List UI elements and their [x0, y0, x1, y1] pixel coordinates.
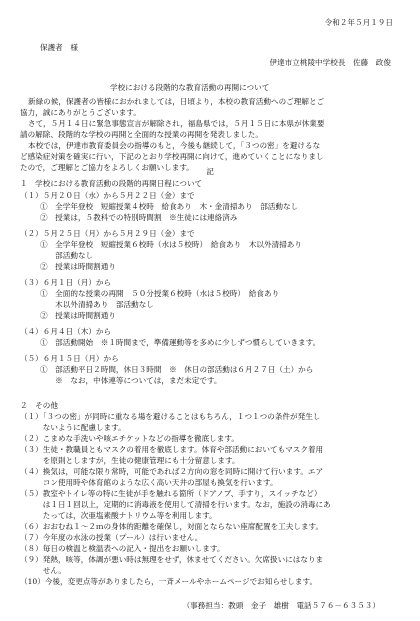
intro-line: 協力，誠にありがとうございます。: [20, 108, 141, 117]
contact-info: （事務担当：教頭 金子 雄樹 電話５７６－６３５３）: [182, 601, 380, 610]
other-line: は１日１回以上，定期的に消毒液を使用して清掃を行います。なお，施設の消毒にあ: [20, 500, 331, 509]
addressee: 保護者 様: [40, 43, 78, 52]
period-line: ① 部活動平日２時間，休日３時間 ※ 休日の部活動は６月２７日（土）から: [40, 365, 314, 374]
intro-line: 新緑の候，保護者の皆様におかれましては，日頃より，本校の教育活動へのご理解とご: [28, 97, 325, 106]
period-line: ② 授業は時間割通り: [40, 262, 116, 271]
other-line: せん。: [20, 566, 67, 575]
other-line: （10）今後，変更点等がありましたら，一斉メールやホームページでお知らせします。: [20, 577, 318, 586]
period-line: 部活動なし: [40, 251, 94, 260]
intro-line: 請の解除、段階的な学校の再開と全面的な授業の再開を発表しました。: [20, 130, 263, 139]
intro-line: たので，ご理解とご協力をよろしくお願いします。: [20, 163, 194, 172]
period-line: ① 全学年登校 短縮授業６校時（水は５校時） 給食あり 木以外清掃あり: [40, 240, 302, 249]
other-line: （４）換気は，可能な限り常時，可能であれば２方向の窓を同時に開けて行います。エア: [20, 467, 324, 476]
period-line: ② 授業は，５教科での特別時間割 ※生徒には連絡済み: [40, 213, 238, 222]
other-line: たっては，次亜塩素酸ナトリウム等を利用します。: [20, 511, 217, 520]
other-line: （５）教室やトイレ等の特に生徒が手を触れる箇所（ドアノブ、手すり，スイッチなど）: [20, 489, 322, 498]
intro-line: 本校では，伊達市教育委員会の指導のもと，今後も継続して，「３つの密」を避けるな: [28, 141, 321, 150]
period-title: （３）６月１日（月）から: [20, 278, 112, 287]
period-line: ② 授業は時間割通り: [40, 311, 116, 320]
other-line: （２）こまめな手洗いや咳エチケットなどの指導を徹底します。: [20, 434, 239, 443]
other-line: （８）毎日の検温と検温表への記入・提出をお願いします。: [20, 544, 225, 553]
ki-heading: 記: [206, 167, 214, 176]
other-line: コン使用時や体育館のような広く高い天井の部屋も換気を行います。: [20, 478, 278, 487]
other-line: ないように配慮します。: [20, 423, 126, 432]
period-line: ① 部活動開始 ※１時間まで，準備運動等を多めに少しずつ慣らしていきます。: [40, 338, 321, 347]
period-line: ① 全学年登校 短縮授業４校時 給食あり 木・金清掃あり 部活動なし: [40, 202, 299, 211]
document-date: 令和２年５月１９日: [324, 18, 393, 27]
other-line: （９）発熱，咳等，体調が悪い時は無理をせず，休ませてください。欠席扱いにはなりま: [20, 555, 324, 564]
other-line: （７）今年度の水泳の授業（プール）は行いません。: [20, 533, 203, 542]
period-title: （１）５月２０日（水）から５月２２日（金）まで: [20, 191, 195, 200]
period-line: ① 全面的な授業の再開 ５０分授業６校時（水は５校時） 給食あり: [40, 289, 280, 298]
sender-name: 伊達市立桃陵中学校長 佐藤 政俊: [269, 58, 391, 67]
period-title: （２）５月２５日（月）から５月２９日（金）まで: [20, 229, 195, 238]
other-line: （１）「３つの密」が同時に重なる場を避けることはもちろん，１つ１つの条件が発生し: [20, 412, 321, 421]
period-line: 木以外清掃あり 部活動なし: [40, 300, 154, 309]
intro-line: ど感染症対策を確実に行い，下記のとおり学校再開に向けて，進めていくことになりまし: [20, 152, 324, 161]
section-heading: ２ その他: [20, 401, 58, 410]
other-line: を原則としますが，生徒の健康管理にも十分留意します。: [20, 456, 240, 465]
period-title: （４）６月４日（木）から: [20, 327, 112, 336]
period-line: ※ なお，中体連等については，まだ未定です。: [40, 376, 222, 385]
period-title: （５）６月１５日（月）から: [20, 354, 119, 363]
other-line: （６）おおむね１～２ｍの身体的距離を確保し，対面とならない座席配置を工夫します。: [20, 522, 324, 531]
document-title: 学校における段階的な教育活動の再開について: [110, 83, 270, 92]
other-line: （３）生徒・教職員ともマスクの着用を徹底します。体育や部活動においてもマスク着用: [20, 445, 324, 454]
section-heading: １ 学校における教育活動の段階的再開日程について: [20, 179, 203, 188]
intro-line: さて，５月１４日に緊急事態宣言が解除され，福島県では，５月１５日に本県が休業要: [28, 119, 325, 128]
